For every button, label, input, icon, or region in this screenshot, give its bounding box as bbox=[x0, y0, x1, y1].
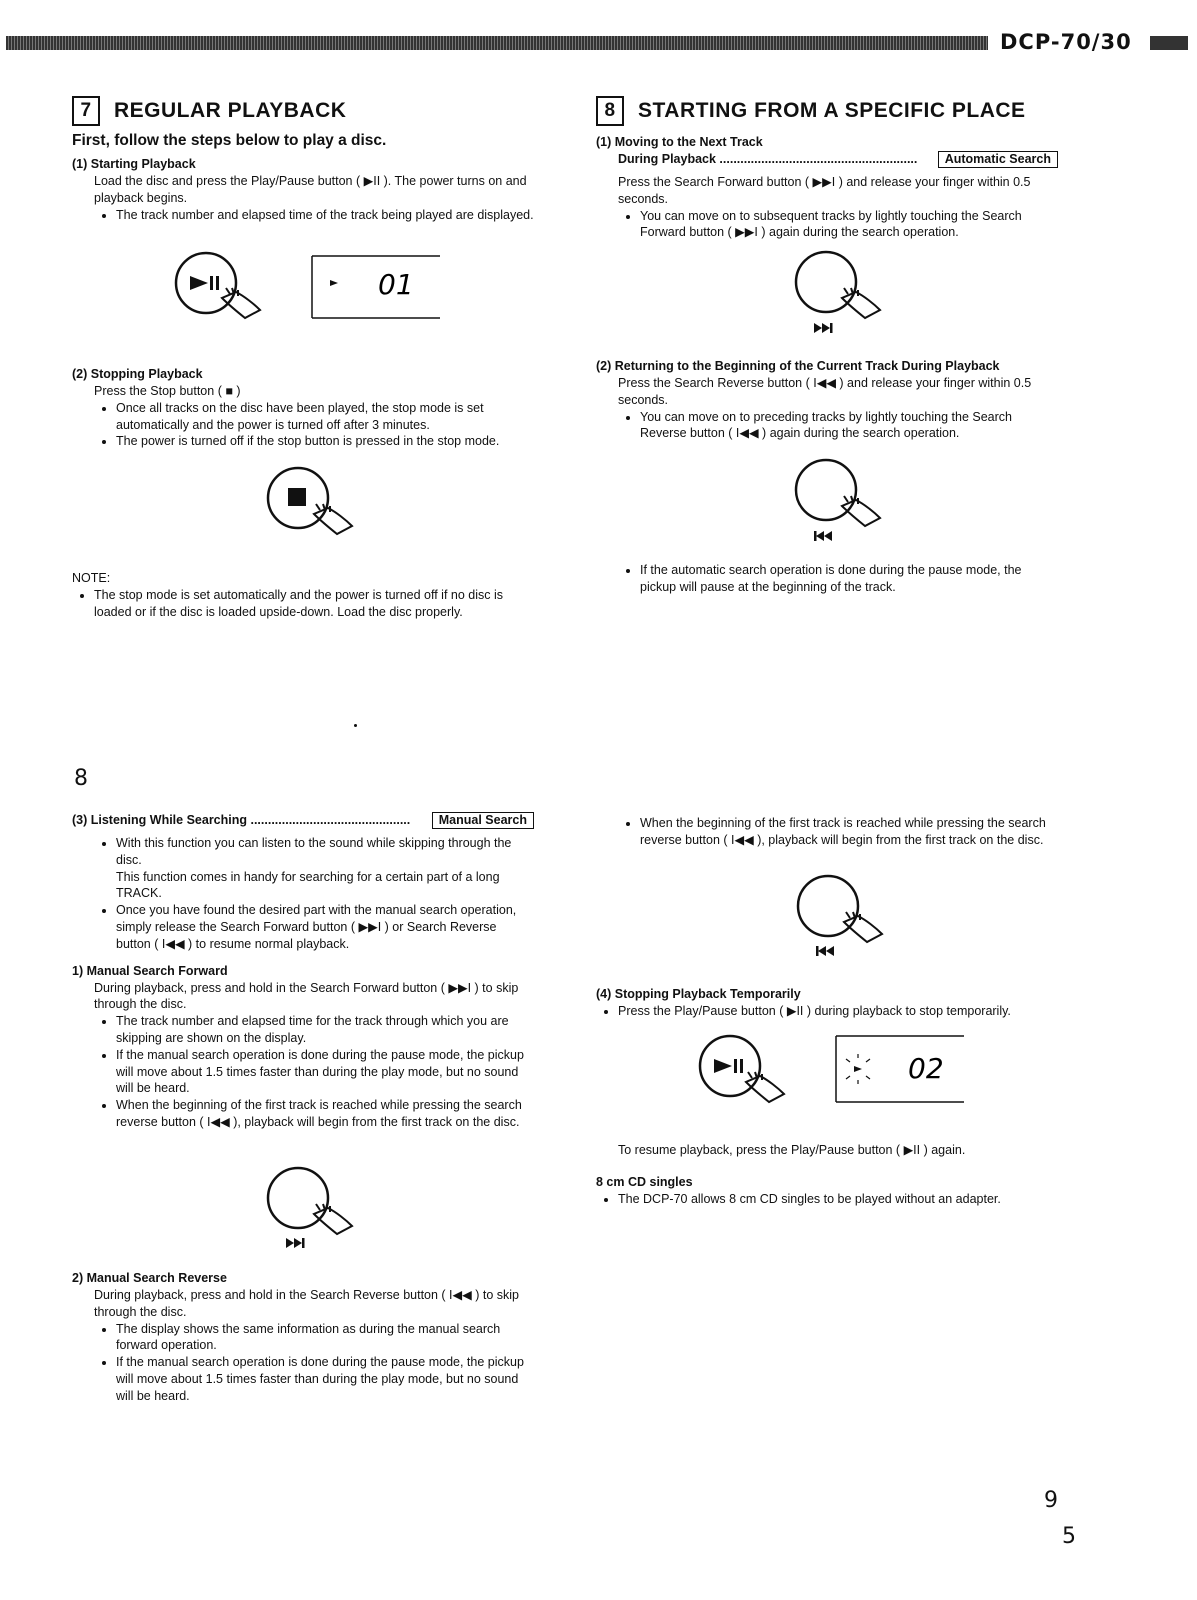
section-regular-playback bbox=[72, 96, 542, 223]
bullet-item: • Once you have found the desired part with the manual search operation, simply release the Search Forward button ( ▶▶I ) or Search Reverse button ( I◀◀ ) to resume normal playback. bbox=[116, 902, 534, 952]
finger-icon bbox=[842, 500, 880, 526]
stopping-playback bbox=[72, 366, 542, 450]
header-stripe-end bbox=[1150, 36, 1188, 50]
search-reverse-illustration bbox=[790, 456, 900, 552]
bullet-item bbox=[116, 835, 534, 902]
bullet-list bbox=[72, 207, 542, 224]
section-heading: REGULAR PLAYBACK bbox=[114, 99, 347, 122]
returning-beginning bbox=[596, 358, 1058, 442]
finger-icon bbox=[314, 508, 352, 534]
step-heading: (1) Moving to the Next Track bbox=[596, 135, 763, 149]
section-specific-place bbox=[596, 96, 1058, 241]
bullet-item: • Press the Play/Pause button ( ▶II ) during playback to stop temporarily. bbox=[618, 1003, 1058, 1020]
note-block bbox=[72, 570, 542, 621]
page-number-9: 9 bbox=[1044, 1488, 1058, 1513]
pause-note bbox=[596, 562, 1058, 596]
bullet-item: • If the manual search operation is done during the pause mode, the pickup will move about 1.5 times faster than during the play mode, but no sound will be heard. bbox=[116, 1354, 534, 1404]
stopping-temporarily bbox=[596, 986, 1058, 1020]
bullet-item: • You can move on to preceding tracks by lightly touching the Search Reverse button ( I◀◀ ) again during the search operation. bbox=[640, 409, 1058, 443]
bullet-list bbox=[72, 1321, 534, 1405]
page-number-5: 5 bbox=[1062, 1524, 1076, 1549]
search-forward-illustration bbox=[790, 248, 900, 344]
step-heading: 2) Manual Search Reverse bbox=[72, 1271, 227, 1285]
bullet-list bbox=[596, 409, 1058, 443]
header-stripe bbox=[6, 36, 988, 50]
step-body: Press the Search Forward button ( ▶▶I ) and release your finger within 0.5 seconds. bbox=[618, 175, 1031, 206]
search-reverse-illustration-2 bbox=[792, 870, 902, 966]
bullet-list bbox=[72, 1013, 534, 1131]
step-heading: (4) Stopping Playback Temporarily bbox=[596, 987, 801, 1001]
step-subheading bbox=[596, 151, 1058, 168]
bullet-item: • The power is turned off if the stop button is pressed in the stop mode. bbox=[116, 433, 542, 450]
page-number-8: 8 bbox=[74, 766, 88, 791]
bullet-item: • The display shows the same information as during the manual search forward operation. bbox=[116, 1321, 534, 1355]
finger-icon bbox=[842, 292, 880, 318]
speck bbox=[354, 724, 357, 727]
play-pause-illustration bbox=[170, 248, 450, 338]
note-heading: NOTE: bbox=[72, 571, 111, 585]
step-body: Load the disc and press the Play/Pause button ( ▶II ). The power turns on and playback begins. bbox=[94, 174, 527, 205]
track-display: 01 bbox=[378, 268, 414, 301]
step-heading: 1) Manual Search Forward bbox=[72, 963, 228, 978]
bullet-text-cont: This function comes in handy for searching for a certain part of a long TRACK. bbox=[116, 869, 500, 901]
automatic-search-tag: Automatic Search bbox=[938, 151, 1058, 168]
model-number: DCP-70/30 bbox=[1000, 30, 1132, 54]
search-forward-illustration-2 bbox=[262, 1162, 372, 1258]
cd-singles bbox=[596, 1174, 1058, 1208]
section-title bbox=[72, 96, 542, 126]
step-heading: (2) Returning to the Beginning of the Current Track During Playback bbox=[596, 359, 1000, 373]
bullet-item: • If the manual search operation is done during the pause mode, the pickup will move about 1.5 times faster than during the play mode, but no sound will be heard. bbox=[116, 1047, 534, 1097]
bullet-list bbox=[596, 562, 1058, 596]
stop-button-illustration bbox=[262, 462, 372, 552]
bullet-list bbox=[596, 1191, 1058, 1208]
manual-search-reverse bbox=[72, 1270, 534, 1405]
bullet-item: • The track number and elapsed time of the track being played are displayed. bbox=[116, 207, 542, 224]
bullet-item: • When the beginning of the first track is reached while pressing the search reverse button ( I◀◀ ), playback will begin from the first track on the disc. bbox=[116, 1097, 534, 1131]
finger-icon bbox=[314, 1208, 352, 1234]
bullet-item: • The DCP-70 allows 8 cm CD singles to be played without an adapter. bbox=[618, 1191, 1058, 1208]
step-heading: (3) Listening While Searching .............................................. bbox=[72, 813, 411, 827]
bullet-list bbox=[72, 587, 542, 621]
section-number: 8 bbox=[596, 96, 624, 126]
section-heading: STARTING FROM A SPECIFIC PLACE bbox=[638, 99, 1026, 122]
listening-while-searching bbox=[72, 812, 534, 1131]
intro-text: First, follow the steps below to play a disc. bbox=[72, 132, 387, 149]
step-body: During playback, press and hold in the Search Forward button ( ▶▶I ) to skip through the disc. bbox=[94, 980, 519, 1012]
step-heading: (2) Stopping Playback bbox=[72, 367, 203, 381]
resume-line: To resume playback, press the Play/Pause button ( ▶II ) again. bbox=[618, 1143, 966, 1157]
bullet-list bbox=[596, 208, 1058, 242]
section-title bbox=[596, 96, 1058, 126]
bullet-text: With this function you can listen to the sound while skipping through the disc. bbox=[116, 836, 512, 867]
bullet-item: • The track number and elapsed time for the track through which you are skipping are shown on the display. bbox=[116, 1013, 534, 1047]
bullet-item: • If the automatic search operation is done during the pause mode, the pickup will pause at the beginning of the track. bbox=[640, 562, 1058, 596]
bullet-list bbox=[72, 400, 542, 450]
bullet-item: • When the beginning of the first track is reached while pressing the search reverse button ( I◀◀ ), playback will begin from the first track on the disc. bbox=[640, 815, 1058, 849]
pause-illustration bbox=[694, 1030, 974, 1120]
bullet-list bbox=[596, 1003, 1058, 1020]
track-display-paused: 02 bbox=[908, 1052, 944, 1085]
resume-text bbox=[618, 1142, 1058, 1159]
finger-icon bbox=[844, 916, 882, 942]
step-body: Press the Search Reverse button ( I◀◀ ) and release your finger within 0.5 seconds. bbox=[618, 376, 1032, 407]
step-subheading-text: During Playback ......................................................... bbox=[618, 152, 918, 166]
first-track-note bbox=[596, 815, 1058, 849]
step-body: During playback, press and hold in the Search Reverse button ( I◀◀ ) to skip through the disc. bbox=[94, 1288, 519, 1319]
bullet-item: • Once all tracks on the disc have been played, the stop mode is set automatically and the power is turned off after 3 minutes. bbox=[116, 400, 542, 434]
step-heading: (1) Starting Playback bbox=[72, 157, 196, 171]
finger-icon bbox=[746, 1076, 784, 1102]
manual-search-tag: Manual Search bbox=[432, 812, 534, 829]
step-heading: 8 cm CD singles bbox=[596, 1175, 693, 1189]
note-text: • The stop mode is set automatically and the power is turned off if no disc is loaded or if the disc is loaded upside-down. Load the disc properly. bbox=[94, 587, 542, 621]
step-heading-row bbox=[72, 812, 534, 829]
bullet-item: • You can move on to subsequent tracks by lightly touching the Search Forward button ( ▶▶I ) again during the search operation. bbox=[640, 208, 1058, 242]
bullet-list bbox=[596, 815, 1058, 849]
bullet-list bbox=[72, 835, 534, 953]
section-number: 7 bbox=[72, 96, 100, 126]
step-body: Press the Stop button ( ■ ) bbox=[94, 384, 241, 398]
